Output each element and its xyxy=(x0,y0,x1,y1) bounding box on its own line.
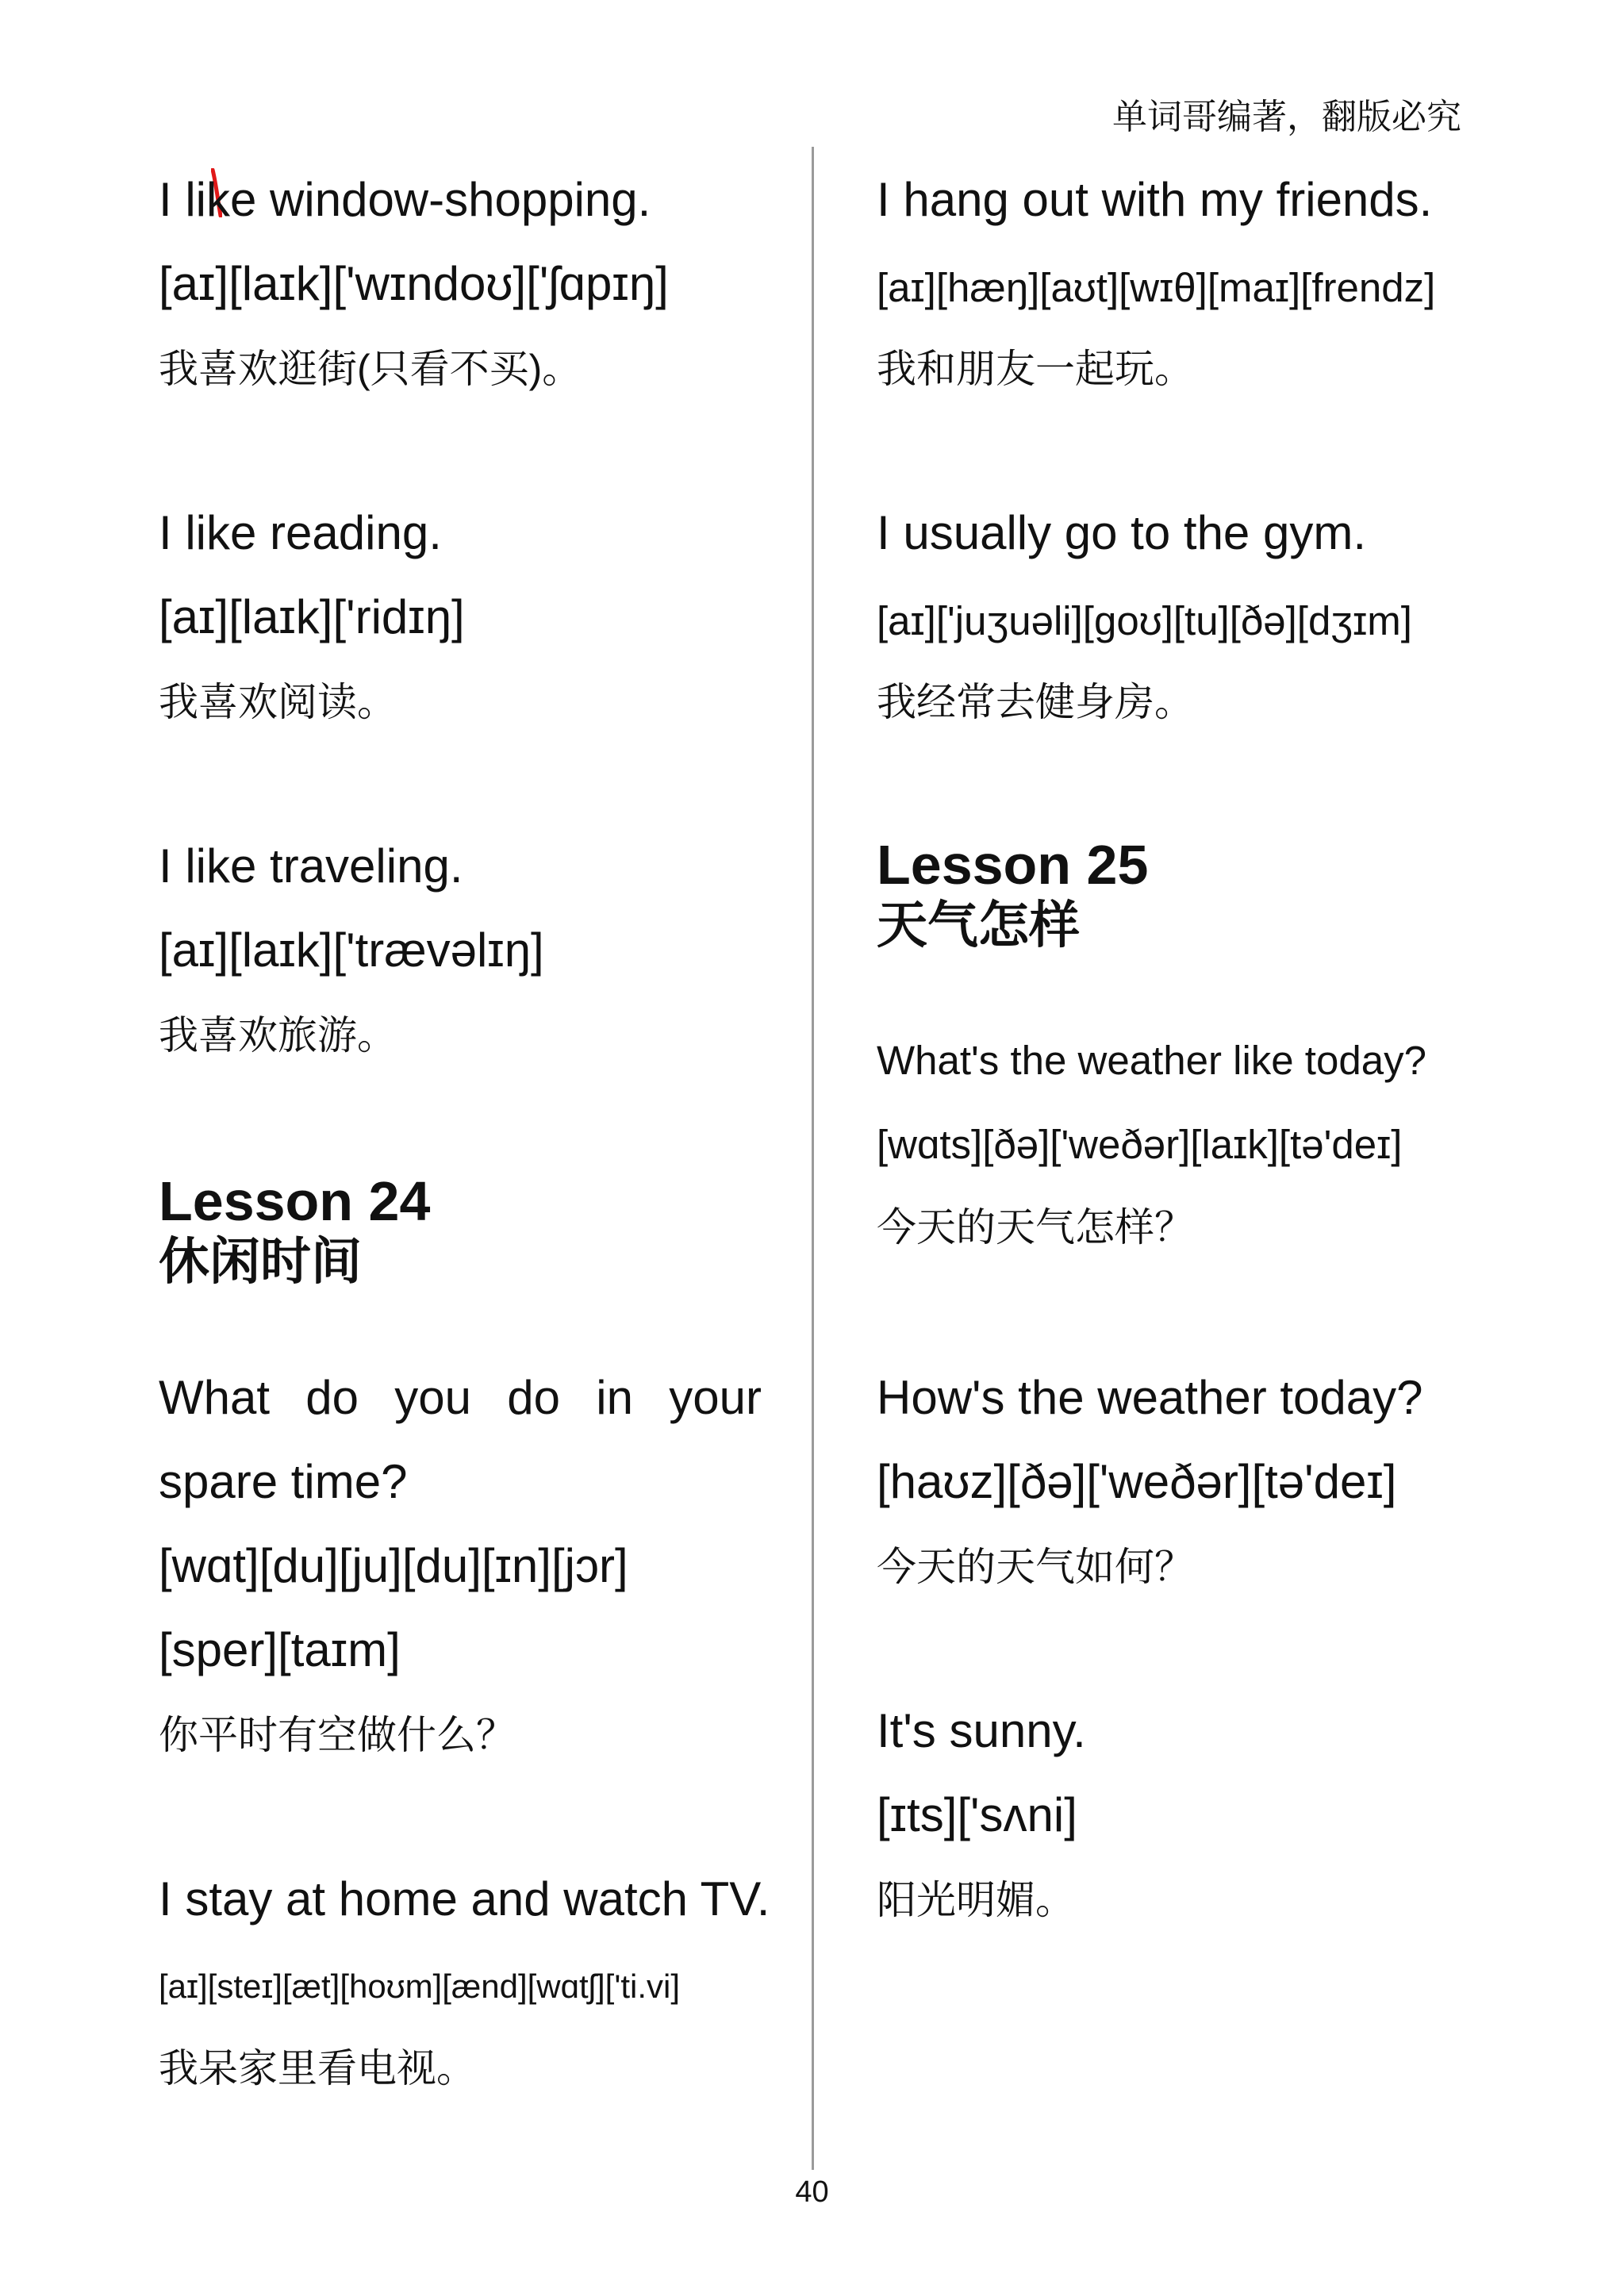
sentence-english: I usually go to the gym. xyxy=(877,506,1366,559)
sentence-phonetic: [ɪts]['sʌni] xyxy=(877,1788,1077,1841)
lesson-title: Lesson 24 xyxy=(159,1170,431,1232)
sentence-english: I like traveling. xyxy=(159,839,463,893)
sentence-english xyxy=(159,1366,762,1430)
sentence-chinese: 我和朋友一起玩。 xyxy=(877,347,1194,391)
sentence-phonetic: [aɪ][laɪk]['wɪndoʊ]['ʃɑpɪŋ] xyxy=(159,257,669,310)
word: do xyxy=(507,1371,561,1424)
sentence-english: I like window-shopping. xyxy=(159,173,651,226)
word: your xyxy=(669,1371,762,1424)
sentence-phonetic: [aɪ][steɪ][æt][hoʊm][ænd][wɑtʃ]['ti.vi] xyxy=(159,1968,681,2005)
sentence-phonetic: [aɪ][hæŋ][aʊt][wɪθ][maɪ][frendz] xyxy=(877,265,1436,310)
word: you xyxy=(394,1371,472,1424)
word: What xyxy=(159,1371,271,1424)
sentence-chinese: 今天的天气怎样？ xyxy=(877,1205,1194,1250)
sentence-chinese: 我喜欢逛街(只看不买)。 xyxy=(159,347,582,391)
sentence-english: What's the weather like today? xyxy=(877,1038,1426,1083)
sentence-chinese: 阳光明媚。 xyxy=(877,1878,1075,1922)
sentence-chinese: 你平时有空做什么？ xyxy=(159,1713,516,1757)
sentence-chinese: 我呆家里看电视。 xyxy=(159,2046,476,2091)
sentence-phonetic: [haʊz][ðə]['weðər][tə'deɪ] xyxy=(877,1455,1397,1508)
sentence-phonetic: [aɪ]['juʒuəli][goʊ][tu][ðə][dʒɪm] xyxy=(877,598,1412,643)
lesson-subtitle: 休闲时间 xyxy=(159,1233,362,1290)
sentence-english-continued: spare time? xyxy=(159,1455,408,1508)
sentence-phonetic: [aɪ][laɪk]['ridɪŋ] xyxy=(159,590,465,643)
sentence-english: I like reading. xyxy=(159,506,442,559)
sentence-phonetic-continued: [sper][taɪm] xyxy=(159,1623,401,1676)
lesson-title: Lesson 25 xyxy=(877,834,1149,896)
sentence-english: It's sunny. xyxy=(877,1704,1086,1757)
word: do xyxy=(305,1371,359,1424)
column-divider xyxy=(812,147,814,2170)
sentence-english: I stay at home and watch TV. xyxy=(159,1872,770,1925)
sentence-english: I hang out with my friends. xyxy=(877,173,1433,226)
sentence-phonetic: [wɑts][ðə]['weðər][laɪk][tə'deɪ] xyxy=(877,1122,1403,1167)
sentence-english: How's the weather today? xyxy=(877,1371,1423,1424)
lesson-subtitle: 天气怎样 xyxy=(877,897,1080,954)
sentence-phonetic: [aɪ][laɪk]['trævəlɪŋ] xyxy=(159,923,544,977)
sentence-chinese: 我喜欢旅游。 xyxy=(159,1013,397,1058)
copyright-header: 单词哥编著，翻版必究 xyxy=(1112,98,1461,136)
sentence-chinese: 我经常去健身房。 xyxy=(877,680,1194,724)
sentence-phonetic: [wɑt][du][ju][du][ɪn][jɔr] xyxy=(159,1539,628,1592)
word: in xyxy=(596,1371,633,1424)
page-number: 40 xyxy=(795,2175,829,2209)
sentence-chinese: 我喜欢阅读。 xyxy=(159,680,397,724)
sentence-chinese: 今天的天气如何？ xyxy=(877,1545,1194,1589)
